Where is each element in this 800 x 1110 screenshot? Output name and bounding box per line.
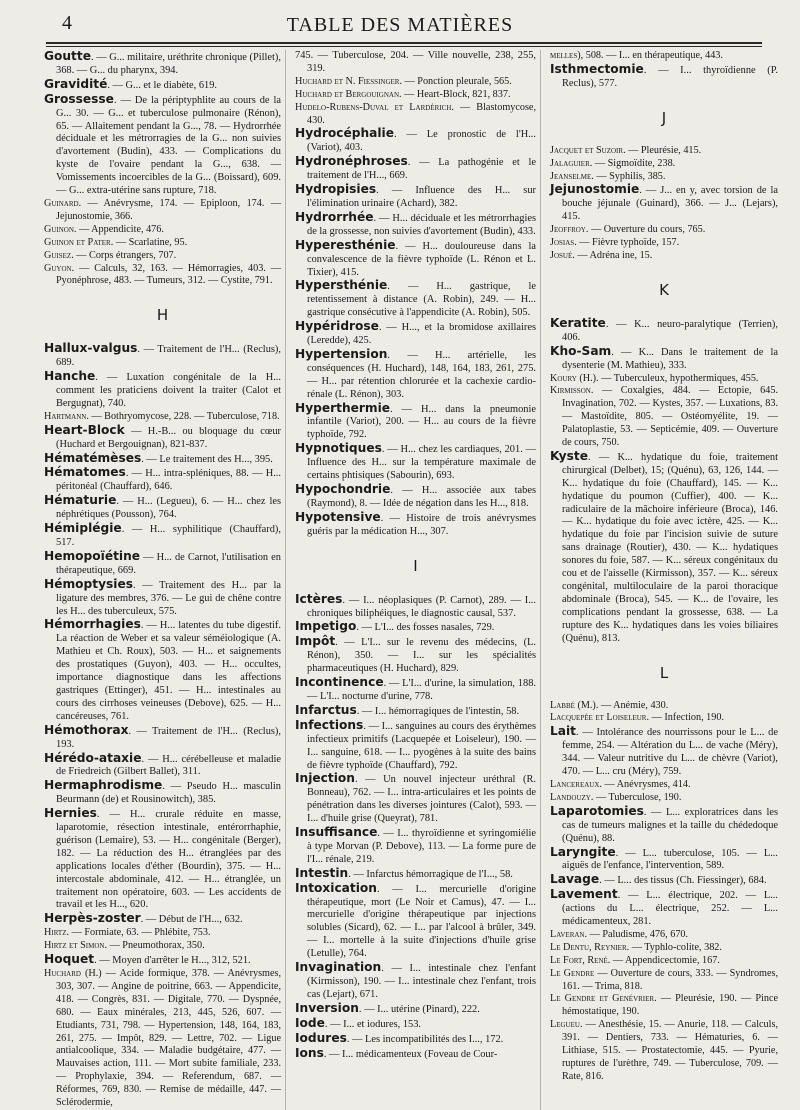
entry-text: 745. — Tuberculose, 204. — Ville nouvelle, 238, 255, 319. bbox=[295, 50, 536, 74]
subject-heading: Hérédo-ataxie bbox=[44, 750, 142, 765]
subject-entry bbox=[44, 912, 281, 927]
subject-heading: Lavage bbox=[550, 872, 600, 887]
subject-entry bbox=[44, 452, 281, 467]
subject-entry bbox=[550, 345, 778, 373]
subject-heading: Hydronéphroses bbox=[295, 154, 408, 169]
subject-entry bbox=[295, 867, 536, 882]
subject-entry bbox=[295, 676, 536, 704]
entry-text: . — Appendicectomie, 167. bbox=[607, 954, 720, 966]
author-entry bbox=[295, 89, 536, 102]
author-entry bbox=[550, 779, 778, 792]
subject-entry bbox=[295, 320, 536, 348]
entry-text: . — H... (Legueu), 6. — H... chez les néphrétiques (Pousson), 764. bbox=[56, 496, 281, 521]
entry-text: . — Ouverture du cours, 765. bbox=[585, 224, 706, 236]
entry-text: . — Anesthésie, 15. — Anurie, 118. — Calculs, 391. — Dentiers, 733. — Hématuries, 6. — Lithiase, 515. — Prostatectomie, 445. — Pyurie, ruptures de l'urèthre, 749. — Tuberculose, 709. — Rate, 816. bbox=[562, 1019, 778, 1082]
subject-heading: Hypochondrie bbox=[295, 482, 391, 496]
author-name: Josias bbox=[550, 237, 575, 249]
entry-text: , 508. — I... en thérapeutique, 443. bbox=[580, 50, 723, 61]
entry-text: . — Sigmoïdite, 238. bbox=[589, 157, 676, 169]
subject-entry bbox=[295, 183, 536, 211]
subject-heading: Intestin bbox=[295, 865, 349, 880]
entry-text: . — Formiate, 63. — Phlébite, 753. bbox=[66, 927, 211, 939]
entry-text: . — L... électrique, 202. — L... (actions du L... électrique, 252. — L... médicamenteux, 281. bbox=[562, 890, 778, 928]
entry-text: . — L... exploratrices dans les cas de tumeurs malignes et la taille du chédedoque (Quénu), 88. bbox=[562, 806, 778, 844]
entry-text: . — Influence des H... sur l'élimination urinaire (Achard), 382. bbox=[307, 185, 536, 209]
entry-text: . — Pleurésie, 415. bbox=[623, 144, 702, 156]
subject-heading: Hématémèses bbox=[44, 450, 142, 465]
subject-heading: Heart-Block bbox=[44, 422, 125, 437]
subject-heading: Lavement bbox=[550, 887, 618, 902]
page-number: 4 bbox=[62, 12, 72, 34]
author-name: Guinard bbox=[44, 197, 79, 209]
entry-text: . — Infarctus hémorragique de l'I..., 58. bbox=[348, 868, 513, 880]
entry-text: . — Bothryomycose, 228. — Tuberculose, 718. bbox=[86, 410, 280, 422]
author-name: Guyon bbox=[44, 262, 72, 274]
subject-heading: Hemopoïétine bbox=[44, 548, 141, 563]
subject-heading: Injection bbox=[295, 771, 355, 786]
entry-text: . — Anémie, 430. bbox=[595, 699, 669, 711]
entry-text: . — H... intra-spléniques, 88. — H... péritonéal (Chauffard), 646. bbox=[56, 468, 281, 493]
entry-text: — H... de Carnot, l'utilisation en thérapeutique, 669. bbox=[56, 551, 281, 576]
author-entry bbox=[550, 385, 778, 450]
subject-entry bbox=[295, 211, 536, 239]
author-name: Koury (H.) bbox=[550, 372, 597, 384]
subject-entry bbox=[44, 494, 281, 522]
subject-heading: Infections bbox=[295, 717, 364, 732]
author-name: Lancereaux bbox=[550, 778, 600, 790]
entry-text: . — Anévrysmes, 414. bbox=[599, 778, 691, 790]
entry-text: — Acide formique, 378. — Anévrysmes, 303, 307. — Angine de poitrine, 663. — Appendicite, 418. — Congrès, 831. — Digitale, 770. — Dyspnée, 680. — Eaux minérales, 213, 445, 526, 607. — Etudiants, 731, 798. — Hypertension, 148, 164, 183, 261, 275. — Impôt, 829. — Lettre, 702. — Ligue antialcoolique, 334. — Maladie budgétaire, 477. — Mauvaises action, 111. — Mort subite familiale, 233. — Prophylaxie, 394. — Referendum, 687. — Réformes, 769, 830. — Remise de médaille, 447. — Sclérodermie, bbox=[56, 968, 281, 1109]
subject-entry bbox=[295, 239, 536, 280]
author-name: Guinon bbox=[44, 223, 74, 235]
author-name: Huchard (H.) bbox=[44, 968, 102, 979]
subject-heading: Lait bbox=[550, 724, 576, 739]
subject-entry bbox=[295, 620, 536, 635]
index-column-right bbox=[550, 50, 782, 1110]
entry-text: . — H... artérielle, les conséquences (H. Huchard), 148, 164, 183, 261, 275. — H... par rétention chlorurée et la cachexie cardio-rénale (L. Rénon), 303. bbox=[307, 349, 536, 400]
author-entry bbox=[44, 927, 281, 940]
entry-text: . — Un nouvel injecteur uréthral (R. Bonneau), 762. — I... intra-articulaires et les points de pénétration dans les diverses jointures (Calot), 593. — I... d'huile grise (Queyrat), 781. bbox=[307, 774, 536, 825]
subject-heading: Kyste bbox=[550, 448, 588, 463]
entry-text: . — La pathogénie et le traitement de l'H..., 669. bbox=[307, 157, 536, 182]
subject-heading: Hermaphrodisme bbox=[44, 778, 163, 793]
subject-heading: Kho-Sam bbox=[550, 343, 612, 358]
entry-text: . — Luxation congénitale de la H... comment les praticiens doivent la traiter (Calot et Bergugnat), 740. bbox=[56, 372, 281, 409]
entry-text: . — Heart-Block, 821, 837. bbox=[399, 88, 511, 100]
entry-text: — H.-B... ou bloquage du cœur (Huchard et Bergouignan), 821-837. bbox=[56, 425, 281, 450]
entry-text: . — K... Dans le traitement de la dysenterie (M. Mathieu), 333. bbox=[562, 346, 778, 371]
entry-text: . — Tuberculose, 190. bbox=[590, 791, 682, 803]
subject-entry bbox=[44, 522, 281, 550]
subject-heading: Hanche bbox=[44, 369, 96, 384]
author-entry bbox=[550, 993, 778, 1019]
author-entry bbox=[550, 145, 778, 158]
subject-heading: Hydrorrhée bbox=[295, 209, 374, 224]
subject-entry bbox=[295, 279, 536, 320]
author-entry bbox=[550, 1019, 778, 1084]
section-letter: H bbox=[156, 306, 169, 325]
subject-heading: Inversion bbox=[295, 1000, 359, 1015]
entry-text: . — Moyen d'arrêter le H..., 312, 521. bbox=[94, 955, 251, 967]
subject-entry bbox=[44, 724, 281, 752]
entry-text: . — H... cérébelleuse et maladie de Friedreich (Gilbert Ballet), 311. bbox=[56, 753, 281, 778]
entry-text: . — H... crurale réduite en masse, laparotomie, résection intestinale, entérorrhaphie, guérison (Lemaire), 53. — H... congénitale (Berger), 182. — La réduction des H... étranglées par des applications locales d'éther (Bourdin), 375. — H... intercostale abdominale, 412. — H... étranglée, un traitement non opératoire, 603. — Les accidents de travail et les H..., 620. bbox=[56, 809, 281, 911]
entry-text: . — I... et iodures, 153. bbox=[324, 1018, 422, 1030]
subject-entry bbox=[295, 1047, 536, 1062]
entry-text: . — H... dans la pneumonie infantile (Variot), 200. — H... au cours de la fièvre typhoïde, 792. bbox=[307, 403, 536, 441]
subject-entry bbox=[44, 578, 281, 619]
subject-entry bbox=[44, 807, 281, 912]
subject-heading: Iodures bbox=[295, 1030, 347, 1045]
entry-text: . — I... sanguines au cours des érythèmes infectieux primitifs (Lacquepée et Loiseleur), 190. — I... sanguine, 618. — I... pyogènes à la suite des bains de fièvre typhoïde (Chauffard), 792. bbox=[307, 720, 536, 771]
author-name: Huchard et Bergouignan bbox=[295, 88, 400, 100]
entry-text: . — H... chez les cardiaques, 201. — Influence des H... sur la température maximale de certains phtisiques (Sabourin), 693. bbox=[307, 444, 536, 482]
author-entry bbox=[44, 237, 281, 250]
author-entry bbox=[550, 700, 778, 713]
author-name: Le Gendre bbox=[550, 967, 595, 979]
entry-text: . — Début de l'H..., 632. bbox=[140, 914, 243, 926]
entry-text: . — H... associée aux tabes (Raymond), 8. — Idée de négation dans les H..., 818. bbox=[307, 485, 536, 509]
author-entry bbox=[550, 224, 778, 237]
subject-entry bbox=[295, 1032, 536, 1047]
author-entry bbox=[550, 373, 778, 386]
subject-heading: Invagination bbox=[295, 960, 382, 975]
header-rule bbox=[46, 42, 762, 47]
entry-text: . — K... neuro-paralytique (Terrien), 406. bbox=[562, 318, 778, 343]
entry-text: . — L... tuberculose, 105. — L... aiguës de l'enfance, l'intervention, 589. bbox=[562, 847, 778, 872]
subject-entry bbox=[295, 772, 536, 826]
entry-text: . — Appendicite, 476. bbox=[73, 223, 164, 235]
subject-entry bbox=[295, 593, 536, 621]
entry-text: . — Ponction pleurale, 565. bbox=[399, 75, 512, 87]
entry-text: . — K... hydatique du foie, traitement chirurgical (Delbet), 15; (Quénu), 63, 126, 144. — K... hydatique du foie (Chauffard), 145. — K... hydatique du poumon (Cuffier), 400. — K... radiculaire de la mâchoire inférieure (Broca), 146. — K... hydatique du foie avec ictère, 425. — K... hydatique du foie par l'incision suivie de suture sans drainage (Routier), 430. — K... hydatiques sonores du foie, 587. — K... séreux congénitaux du cou et de l'aisselle (Kirmisson), 357. — K... séreux congénital, multiloculaire de la paroi thoracique abdominale (Broca), 545. — K... de l'ovaire, les complications pendant la grossesse, 638. — La rupture des K... hydatiques dans les voies biliaires (Quénu), 813. bbox=[562, 451, 778, 644]
entry-text: . — L... des tissus (Ch. Fiessinger), 684. bbox=[599, 875, 767, 887]
entry-text: . — J... en y, avec torsion de la bouche jéjunale (Guinard), 366. — J... (Lejars), 415. bbox=[562, 185, 778, 223]
section-letter: J bbox=[661, 108, 667, 127]
author-name: Legueu bbox=[550, 1019, 580, 1031]
subject-entry bbox=[44, 752, 281, 780]
author-entry bbox=[550, 968, 778, 994]
entry-text: . — Typhlo-colite, 382. bbox=[626, 941, 722, 953]
subject-entry bbox=[295, 826, 536, 867]
subject-heading: Grossesse bbox=[44, 91, 114, 106]
author-entry bbox=[550, 929, 778, 942]
index-column-middle bbox=[295, 50, 541, 1110]
section-letter: L bbox=[659, 663, 669, 682]
author-name: Le Gendre et Genévrier bbox=[550, 993, 655, 1005]
subject-heading: Hémorrhagies bbox=[44, 617, 141, 632]
subject-entry bbox=[295, 704, 536, 719]
index-columns bbox=[44, 49, 779, 1109]
subject-entry bbox=[550, 888, 778, 929]
author-name: Jeoffroy bbox=[550, 224, 586, 236]
entry-text: . — L'I... sur le revenu des médecins, (L. Rénon), 350. — I... sur les spécialités pharmaceutiques (H. Huchard), 829. bbox=[307, 637, 536, 675]
subject-entry bbox=[295, 50, 536, 76]
author-name: Laveran bbox=[550, 928, 585, 940]
subject-heading: Laparotomies bbox=[550, 803, 644, 818]
subject-entry bbox=[44, 466, 281, 494]
author-name: Kirmisson bbox=[550, 385, 591, 397]
subject-heading: Hypertension bbox=[295, 346, 388, 361]
subject-heading: Herpès-zoster bbox=[44, 911, 141, 926]
subject-entry bbox=[550, 63, 778, 91]
subject-entry bbox=[550, 450, 778, 646]
entry-text: . — Coxalgies, 484. — Ectopie, 645. Invagination, 702. — Kystes, 357. — Luxations, 83. — Mastoïdite, 805. — Ostéomyélite, 19. — Palatoplastie, 53. — Septicémie, 409. — Ouverture de cours, 750. bbox=[562, 385, 778, 449]
subject-entry bbox=[295, 402, 536, 443]
author-name: Lacquepée et Loiseleur bbox=[550, 712, 647, 724]
subject-heading: Hernies bbox=[44, 806, 97, 821]
subject-entry bbox=[295, 1002, 536, 1017]
subject-entry bbox=[295, 635, 536, 676]
author-entry bbox=[44, 224, 281, 237]
author-entry bbox=[550, 712, 778, 725]
author-entry bbox=[550, 158, 778, 171]
subject-heading: Impôt bbox=[295, 634, 336, 649]
subject-entry bbox=[44, 779, 281, 807]
subject-heading: Impetigo bbox=[295, 619, 357, 634]
author-name: Guisez bbox=[44, 249, 72, 261]
entry-text: . — I... hémorragiques de l'intestin, 58. bbox=[356, 705, 520, 717]
author-entry bbox=[295, 102, 536, 128]
page-header bbox=[40, 8, 760, 38]
entry-text: . — Corps étrangers, 707. bbox=[71, 249, 177, 261]
subject-entry bbox=[550, 725, 778, 779]
subject-entry bbox=[44, 370, 281, 411]
entry-text: . — H... latentes du tube digestif. La réaction de Weber et sa valeur séméiologique (A. Mathieu et Ch. Roux), 503. — H... et saignements des prostatiques (Guyon), 403. — H... occultes, importance diagnostique dans les affections gastriques (Ettinger), 451. — H... intestinales au cours des cirrhoses veineuses (Debove), 625. — H... cancéreuses, 761. bbox=[56, 620, 281, 722]
subject-heading: Hoquet bbox=[44, 952, 95, 967]
entry-text: . — I... thyroïdienne et syringomiélie à type Morvan (P. Debove), 113. — La forme pure de l'I... rénale, 219. bbox=[307, 828, 536, 865]
author-name: Josué bbox=[550, 249, 573, 261]
subject-heading: Hyperesthénie bbox=[295, 237, 396, 252]
subject-entry bbox=[295, 961, 536, 1002]
subject-entry bbox=[44, 78, 281, 93]
subject-entry bbox=[550, 846, 778, 874]
author-entry bbox=[550, 942, 778, 955]
subject-entry bbox=[550, 805, 778, 846]
entry-text: . — Histoire de trois anévrysmes guéris par la médication H..., 307. bbox=[307, 512, 536, 537]
subject-entry bbox=[295, 1017, 536, 1032]
subject-entry bbox=[295, 442, 536, 483]
author-entry bbox=[44, 198, 281, 224]
entry-text: . — Fièvre typhoïde, 157. bbox=[574, 237, 680, 249]
subject-heading: Hématomes bbox=[44, 465, 126, 480]
author-entry bbox=[44, 250, 281, 263]
author-name: Hudelo-Rubens-Duval et Lardérich bbox=[295, 101, 452, 113]
subject-entry bbox=[295, 348, 536, 402]
entry-text: . — H..., et la bromidose axillaires (Leredde), 425. bbox=[307, 322, 536, 347]
subject-heading: Hématurie bbox=[44, 493, 117, 508]
subject-heading: Hypnotiques bbox=[295, 441, 382, 456]
entry-text: . — Scarlatine, 95. bbox=[110, 236, 188, 248]
entry-text: . — Traitement des H... par la ligature des membres, 376. — Le gui de chêne contre les H... des tuberculeux, 575. bbox=[56, 579, 281, 617]
entry-text: . — Paludisme, 476, 670. bbox=[584, 928, 689, 940]
subject-heading: Hallux-valgus bbox=[44, 341, 138, 356]
entry-text: . — Blastomycose, 430. bbox=[307, 101, 536, 126]
entry-text: . — I... thyroïdienne (P. Reclus), 577. bbox=[562, 64, 778, 89]
subject-entry bbox=[44, 50, 281, 78]
entry-text: — Ouverture de cours, 333. — Syndromes, 161. — Trima, 818. bbox=[562, 967, 779, 992]
author-name: Hartmann bbox=[44, 410, 87, 422]
subject-entry bbox=[295, 155, 536, 183]
entry-text: . — H... déciduale et les métrorrhagies de la grossesse, non suivies d'avortement (Budin), 433. bbox=[307, 212, 536, 237]
author-name: melles) bbox=[550, 50, 581, 61]
author-name: Le Dentu, Reynier bbox=[550, 941, 627, 953]
author-name: Jacquet et Suzoir bbox=[550, 144, 624, 156]
entry-text: . — Intolérance des nourrissons pour le L... de femme, 254. — Altération du L... de vache (Méry), 344. — Valeur nutritive du L... de chèvre (Variot), 470. — L... cru (Méry), 759. bbox=[562, 727, 778, 778]
entry-text: . — Pneumothorax, 350. bbox=[104, 940, 205, 952]
author-name: Guinon et Pater bbox=[44, 236, 111, 248]
subject-entry bbox=[550, 317, 778, 345]
entry-text: . — H... gastrique, le retentissement à distance (A. Robin), 249. — H... gastrique consécutive à l'appendicite (A. Robin), 505. bbox=[307, 281, 536, 319]
entry-text: . — Traitement de l'H... (Reclus), 193. bbox=[56, 725, 281, 750]
subject-heading: Isthmectomie bbox=[550, 61, 644, 76]
entry-text: . — L'I... des fosses nasales, 729. bbox=[356, 622, 495, 634]
subject-entry bbox=[295, 127, 536, 155]
subject-heading: Keratite bbox=[550, 315, 606, 330]
author-name: Labbé (M.) bbox=[550, 699, 596, 711]
subject-heading: Hypéridrose bbox=[295, 319, 379, 334]
entry-text: . — Les incompatibilités des I..., 172. bbox=[346, 1033, 504, 1045]
subject-heading: Goutte bbox=[44, 49, 91, 63]
entry-text: . — Calculs, 32, 163. — Hémorragies, 403. — Pyonéphrose, 483. — Tumeurs, 312. — Cystite, 791. bbox=[56, 262, 281, 287]
author-entry bbox=[295, 76, 536, 89]
entry-text: . — Traitement de l'H... (Reclus), 689. bbox=[56, 344, 281, 369]
subject-entry bbox=[295, 483, 536, 511]
subject-heading: Insuffisance bbox=[295, 825, 378, 840]
subject-heading: Intoxication bbox=[295, 880, 377, 895]
author-name: Le Fort, René bbox=[550, 954, 608, 966]
entry-text: . — H... syphilitique (Chauffard), 517. bbox=[56, 524, 281, 548]
entry-text: . — Pleurésie, 190. — Pince hémostatique, 190. bbox=[562, 993, 779, 1018]
subject-heading: Hydropisies bbox=[295, 182, 377, 197]
entry-text: . — De la périptyphlite au cours de la G... 30. — G... et tuberculose pulmonaire (Rénon), 65. — Allaitement pendant la G..., 78. — Hydrorrhée déciduale et les métrorragies de la G... non suivies d'avortement (Budin), 433. — Complications du kyste de l'ovaire pendant la G..., 638. — Vomissements incoercibles de la G... (Boissard), 609. — G... extra-utérine sans rupture, 718. bbox=[56, 94, 281, 197]
subject-entry bbox=[44, 953, 281, 968]
entry-text: . — I... intestinale chez l'enfant (Kirmisson), 190. — I... intestinale chez l'enfant, trois cas (Lejart), 671. bbox=[307, 963, 536, 1000]
subject-heading: Hémoptysies bbox=[44, 576, 133, 591]
author-entry bbox=[44, 263, 281, 289]
entry-text: . — Syphilis, 385. bbox=[591, 170, 666, 182]
entry-text: . — L'I... d'urine, la simulation, 188. — L'I... nocturne d'urine, 778. bbox=[307, 678, 536, 702]
entry-text: . — Le traitement des H..., 395. bbox=[141, 453, 273, 465]
subject-heading: Laryngite bbox=[550, 844, 616, 859]
entry-text: . — I... néoplasiques (P. Carnot), 289. — I... chroniques biliphéiques, le diagnostic causal, 537. bbox=[307, 594, 536, 619]
subject-entry bbox=[44, 93, 281, 198]
running-title: TABLE DES MATIÈRES bbox=[286, 14, 514, 36]
entry-text: . — Tuberculeux, hypothermiques, 455. bbox=[596, 372, 759, 384]
subject-entry bbox=[44, 618, 281, 723]
author-name: Jeanselme bbox=[550, 170, 592, 182]
author-entry bbox=[44, 968, 281, 1110]
entry-text: . — Adréna ine, 15. bbox=[572, 249, 653, 261]
entry-text: . — G... militaire, uréthrite chronique (Pillet), 368. — G... du pharynx, 394. bbox=[56, 52, 281, 76]
subject-heading: Infarctus bbox=[295, 702, 357, 717]
subject-heading: Hémiplégie bbox=[44, 521, 122, 536]
entry-text: . — I... mercurielle d'origine thérapeutique, mort (Le Noir et Camus), 47. — I... mercurielle d'origine thérapeutique par injections solubles (Sicard), 62. — I... par l'alcool à brûler, 349. — I... mortelle à la suite d'injections d'huile grise (Letulle), 764. bbox=[307, 883, 536, 960]
section-letter: I bbox=[413, 556, 418, 575]
subject-heading: Ictères bbox=[295, 591, 343, 606]
author-name: Hirtz et Simon bbox=[44, 940, 105, 952]
subject-entry bbox=[295, 719, 536, 773]
author-entry bbox=[550, 955, 778, 968]
author-name: Jalaguier bbox=[550, 157, 590, 169]
section-letter: K bbox=[659, 280, 669, 299]
entry-text: . — H... douloureuse dans la convalescence de la fièvre typhoïde (L. Rénon et L. Tixier), 415. bbox=[307, 240, 536, 278]
subject-heading: Incontinence bbox=[295, 675, 384, 690]
entry-text: . — Pseudo H... masculin Beurmann (de) et Rousinowitch), 385. bbox=[56, 781, 281, 806]
subject-entry bbox=[295, 511, 536, 539]
entry-text: . — Le pronostic de l'H... (Variot), 403. bbox=[307, 129, 536, 154]
subject-heading: Iode bbox=[295, 1015, 325, 1030]
author-name: Hirtz bbox=[44, 927, 67, 939]
subject-entry bbox=[44, 342, 281, 370]
subject-heading: Hydrocéphalie bbox=[295, 126, 394, 141]
subject-heading: Ions bbox=[295, 1045, 324, 1060]
author-entry bbox=[550, 250, 778, 263]
subject-entry bbox=[44, 424, 281, 452]
subject-heading: Jejunostomie bbox=[550, 182, 640, 197]
entry-text: . — G... et le diabète, 619. bbox=[107, 79, 218, 91]
subject-entry bbox=[550, 873, 778, 888]
subject-heading: Hypersthénie bbox=[295, 278, 388, 293]
author-entry bbox=[550, 237, 778, 250]
entry-text: . — I... utérine (Pinard), 222. bbox=[358, 1003, 480, 1015]
subject-entry bbox=[44, 550, 281, 578]
subject-heading: Hypotensive bbox=[295, 509, 381, 524]
subject-heading: Hyperthermie bbox=[295, 400, 391, 415]
author-name: Landouzy bbox=[550, 791, 591, 803]
entry-text: . — I... médicamenteux (Foveau de Cour- bbox=[323, 1048, 498, 1060]
subject-entry bbox=[550, 183, 778, 224]
subject-heading: Gravidité bbox=[44, 76, 108, 91]
subject-entry bbox=[295, 882, 536, 961]
entry-text: . — Anévrysme, 174. — Epiploon, 174. — Jejunostomie, 366. bbox=[56, 197, 281, 222]
subject-heading: Hémothorax bbox=[44, 722, 129, 737]
entry-text: . — Infection, 190. bbox=[646, 712, 725, 724]
index-column-left bbox=[44, 50, 286, 1110]
author-name: Huchard et N. Fiessinger bbox=[295, 75, 400, 87]
